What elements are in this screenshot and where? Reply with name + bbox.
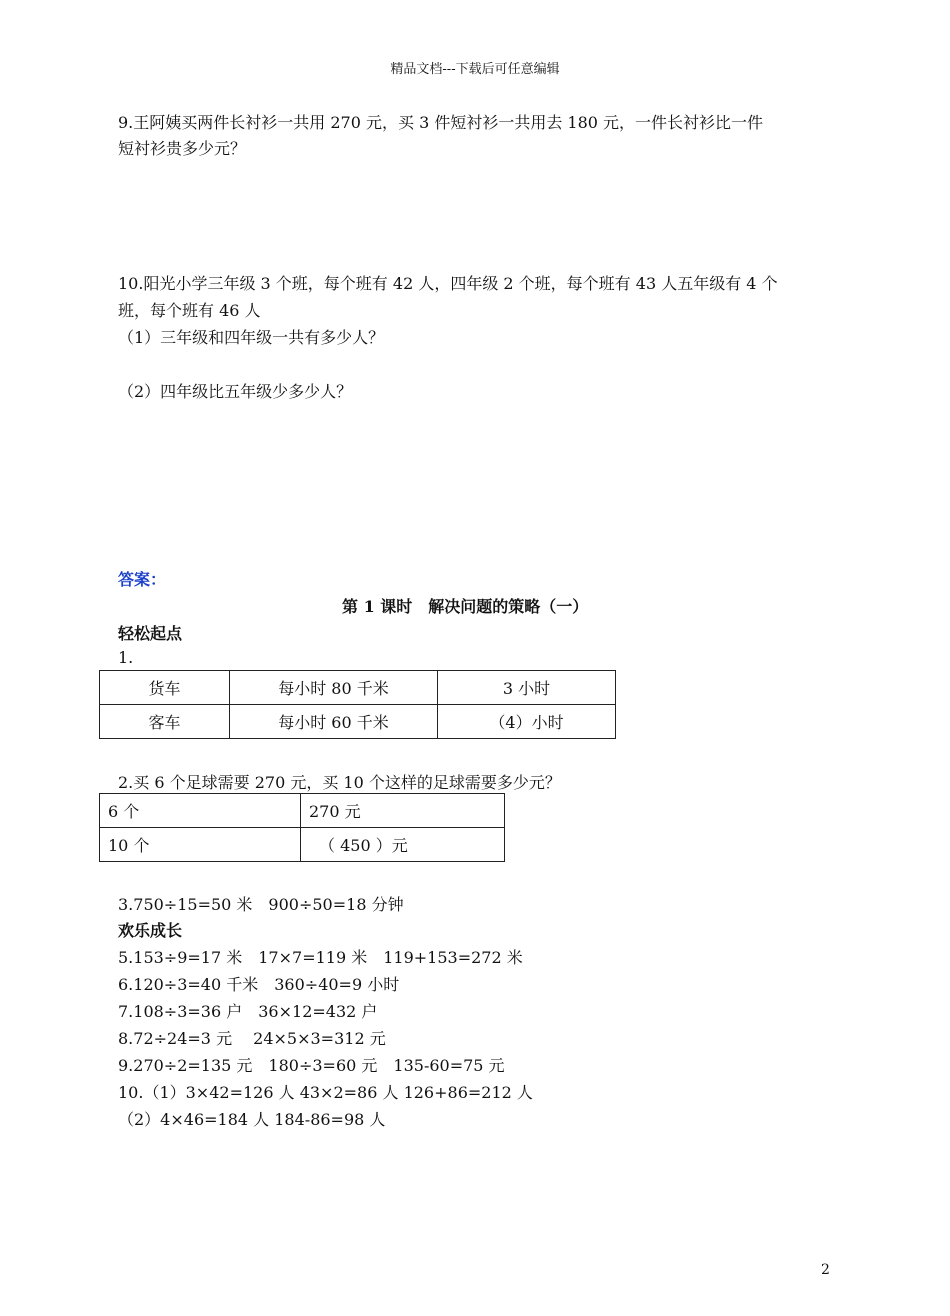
table-cell: 10 个 [100,828,301,862]
answer-2-text: 2.买 6 个足球需要 270 元，买 10 个这样的足球需要多少元？ [118,773,561,792]
answers-title: 答案： [118,570,167,589]
table-cell: （ 450 ）元 [301,828,505,862]
lesson-title: 第 1 课时 解决问题的策略（一） [342,597,589,616]
table-row [100,828,505,862]
answer-9: 9.270÷2=135 元 180÷3=60 元 135-60=75 元 [118,1056,505,1075]
answer-7: 7.108÷3=36 户 36×12=432 户 [118,1002,378,1021]
section-heading-2: 欢乐成长 [118,921,183,940]
answer-3: 3.750÷15=50 米 900÷50=18 分钟 [118,895,404,914]
q10-line1: 10.阳光小学三年级 3 个班，每个班有 42 人，四年级 2 个班，每个班有 43 人五年级有 4 个 [118,274,778,293]
q10-sub2: （2）四年级比五年级少多少人？ [118,382,353,401]
answer-table-1 [99,670,616,739]
table-cell: 每小时 80 千米 [230,671,438,705]
table-cell: 货车 [100,671,230,705]
answer-6: 6.120÷3=40 千米 360÷40=9 小时 [118,975,400,994]
q10-sub1: （1）三年级和四年级一共有多少人？ [118,328,385,347]
q10-line2: 班，每个班有 46 人 [118,301,261,320]
q9-line1: 9.王阿姨买两件长衬衫一共用 270 元，买 3 件短衬衫一共用去 180 元，一件长衬衫比一件 [118,113,764,132]
table-cell: 3 小时 [438,671,616,705]
answer-10-part1: 10.（1）3×42=126 人 43×2=86 人 126+86=212 人 [118,1083,533,1102]
table-cell: 6 个 [100,794,301,828]
answer-10-part2: （2）4×46=184 人 184-86=98 人 [118,1110,386,1129]
answer-8: 8.72÷24=3 元 24×5×3=312 元 [118,1029,386,1048]
page-header: 精品文档---下载后可任意编辑 [390,62,560,77]
table-cell: 270 元 [301,794,505,828]
q9-line2: 短衬衫贵多少元？ [118,139,247,158]
section-heading-1: 轻松起点 [118,624,183,643]
table-row [100,794,505,828]
table-row [100,705,616,739]
page-number: 2 [821,1262,830,1278]
table-cell: （4）小时 [438,705,616,739]
answer-table-2 [99,793,505,862]
answer-1-label: 1. [118,648,134,667]
table-cell: 每小时 60 千米 [230,705,438,739]
answer-5: 5.153÷9=17 米 17×7=119 米 119+153=272 米 [118,948,523,967]
table-row [100,671,616,705]
table-cell: 客车 [100,705,230,739]
